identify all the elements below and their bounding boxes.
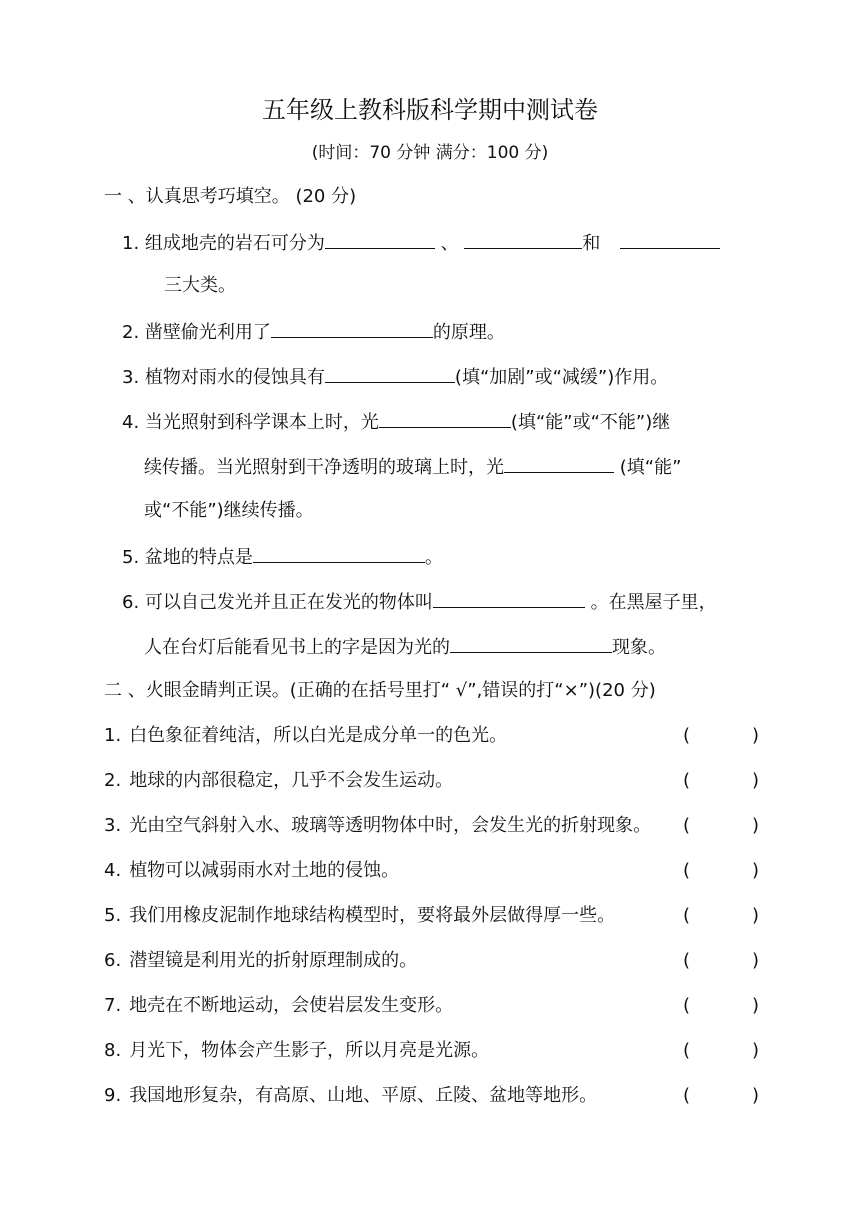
right-parenthesis: ) <box>751 1085 759 1106</box>
section1-heading: 一 、认真思考巧填空。 (20 分) <box>104 186 357 207</box>
question-1-cont: 三大类。 <box>164 275 236 296</box>
question-text: (填“加剧”或“减缓”)作用。 <box>454 367 669 388</box>
item-text: 白色象征着纯洁，所以白光是成分单一的色光。 <box>129 725 508 746</box>
question-text: 当光照射到科学课本上时，光 <box>144 412 379 433</box>
answer-blank[interactable] <box>271 318 433 338</box>
question-6 <box>122 588 717 616</box>
section2-heading: 二 、火眼金睛判正误。(正确的在括号里打“ √”,错误的打“×”)(20 分) <box>104 680 656 701</box>
right-parenthesis: ) <box>751 995 759 1016</box>
item-text: 我国地形复杂，有高原、山地、平原、丘陵、盆地等地形。 <box>129 1085 598 1106</box>
item-number: 1. <box>104 725 122 746</box>
item-number: 8. <box>104 1040 122 1061</box>
item-text: 月光下，物体会产生影子，所以月亮是光源。 <box>129 1040 490 1061</box>
question-number: 6. <box>122 592 140 613</box>
judgment-item <box>104 723 507 749</box>
item-text: 植物可以减弱雨水对土地的侵蚀。 <box>129 860 400 881</box>
item-number: 3. <box>104 815 122 836</box>
question-text: (填“能”或“不能”)继 <box>510 412 671 433</box>
left-parenthesis: ( <box>683 950 691 971</box>
judgment-item <box>104 813 651 839</box>
answer-blank[interactable] <box>504 453 614 473</box>
item-number: 6. <box>104 950 122 971</box>
question-number: 2. <box>122 322 140 343</box>
question-text: 可以自己发光并且正在发光的物体叫 <box>144 592 433 613</box>
answer-blank[interactable] <box>253 543 425 563</box>
left-parenthesis: ( <box>683 1040 691 1061</box>
question-text: 、 <box>434 233 459 254</box>
question-text: (填“能” <box>614 457 682 478</box>
question-4-line2 <box>144 453 681 481</box>
item-text: 光由空气斜射入水、玻璃等透明物体中时，会发生光的折射现象。 <box>129 815 652 836</box>
question-text: 续传播。当光照射到干净透明的玻璃上时，光 <box>144 457 504 478</box>
item-number: 9. <box>104 1085 122 1106</box>
item-number: 2. <box>104 770 122 791</box>
answer-blank[interactable] <box>620 229 720 249</box>
answer-blank[interactable] <box>325 229 435 249</box>
question-3 <box>122 363 668 391</box>
question-text: 和 <box>582 233 601 254</box>
item-number: 5. <box>104 905 122 926</box>
question-number: 4. <box>122 412 140 433</box>
left-parenthesis: ( <box>683 770 691 791</box>
item-number: 4. <box>104 860 122 881</box>
question-6-line2 <box>144 633 666 661</box>
item-text: 地球的内部很稳定，几乎不会发生运动。 <box>129 770 454 791</box>
question-number: 1. <box>122 233 140 254</box>
judgment-item <box>104 1038 489 1064</box>
answer-blank[interactable] <box>325 363 455 383</box>
item-text: 潜望镜是利用光的折射原理制成的。 <box>129 950 418 971</box>
answer-blank[interactable] <box>433 588 585 608</box>
item-number: 7. <box>104 995 122 1016</box>
right-parenthesis: ) <box>751 815 759 836</box>
question-text: 人在台灯后能看见书上的字是因为光的 <box>144 637 450 658</box>
question-text: 。 <box>424 547 443 568</box>
question-4-line3: 或“不能”)继续传播。 <box>144 500 314 521</box>
left-parenthesis: ( <box>683 815 691 836</box>
right-parenthesis: ) <box>751 860 759 881</box>
right-parenthesis: ) <box>751 1040 759 1061</box>
judgment-item <box>104 1083 597 1109</box>
question-1 <box>122 229 720 257</box>
judgment-item <box>104 903 615 929</box>
right-parenthesis: ) <box>751 725 759 746</box>
answer-blank[interactable] <box>379 408 511 428</box>
answer-blank[interactable] <box>450 633 612 653</box>
question-text: 盆地的特点是 <box>144 547 253 568</box>
right-parenthesis: ) <box>751 905 759 926</box>
judgment-item <box>104 993 453 1019</box>
question-number: 5. <box>122 547 140 568</box>
answer-blank[interactable] <box>464 229 582 249</box>
question-2 <box>122 318 505 346</box>
judgment-item <box>104 858 399 884</box>
item-text: 我们用橡皮泥制作地球结构模型时，要将最外层做得厚一些。 <box>129 905 616 926</box>
right-parenthesis: ) <box>751 950 759 971</box>
question-number: 3. <box>122 367 140 388</box>
left-parenthesis: ( <box>683 905 691 926</box>
page-title: 五年级上教科版科学期中测试卷 <box>262 96 598 124</box>
question-text: 植物对雨水的侵蚀具有 <box>144 367 325 388</box>
left-parenthesis: ( <box>683 725 691 746</box>
question-5 <box>122 543 443 571</box>
left-parenthesis: ( <box>683 1085 691 1106</box>
question-text: 组成地壳的岩石可分为 <box>144 233 325 254</box>
right-parenthesis: ) <box>751 770 759 791</box>
left-parenthesis: ( <box>683 860 691 881</box>
item-text: 地壳在不断地运动，会使岩层发生变形。 <box>129 995 454 1016</box>
question-text: 。在黑屋子里， <box>584 592 717 613</box>
question-text: 现象。 <box>612 637 666 658</box>
question-text: 凿壁偷光利用了 <box>144 322 271 343</box>
question-4 <box>122 408 670 436</box>
exam-info: (时间：70 分钟 满分：100 分) <box>311 143 549 163</box>
judgment-item <box>104 948 417 974</box>
question-text: 的原理。 <box>432 322 505 343</box>
left-parenthesis: ( <box>683 995 691 1016</box>
judgment-item <box>104 768 453 794</box>
